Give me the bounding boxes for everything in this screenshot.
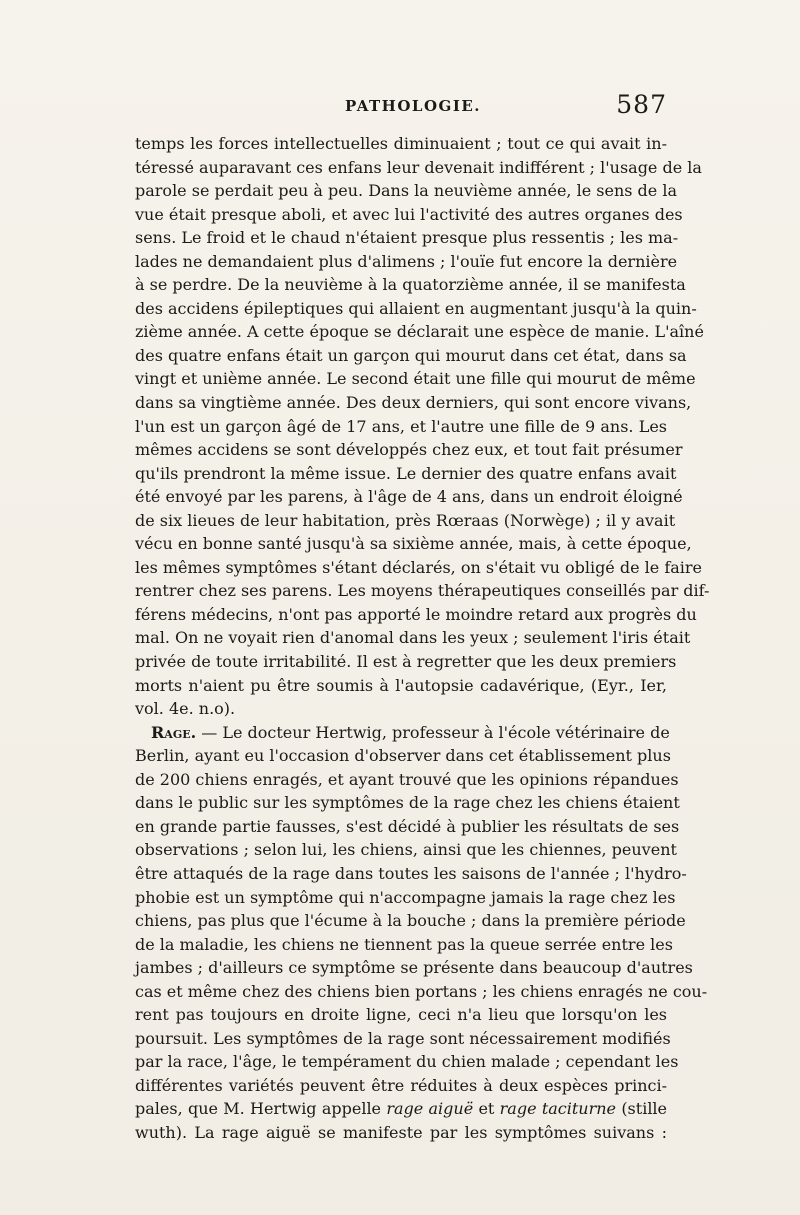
text-line: des accidens épileptiques qui allaient en augmentant jusqu'à la quin- xyxy=(135,298,697,318)
text-line: vol. 4e. n.o). xyxy=(135,699,236,719)
term-rage-aigue: rage aiguë xyxy=(386,1099,474,1119)
text-line: différentes variétés peuvent être réduites à deux espèces princi- xyxy=(135,1075,667,1095)
text-line: wuth). La rage aiguë se manifeste par les symptômes suivans : xyxy=(135,1122,667,1142)
text-line: Berlin, ayant eu l'occasion d'observer dans cet établissement plus xyxy=(135,746,671,766)
text-line: morts n'aient pu être soumis à l'autopsie cadavérique, (Eyr., Ier, xyxy=(135,675,667,695)
section-lead-rage: Rage. xyxy=(151,722,197,742)
text-line: de 200 chiens enragés, et ayant trouvé que les opinions répandues xyxy=(135,769,679,789)
text-line: mêmes accidens se sont développés chez eux, et tout fait présumer xyxy=(135,440,683,460)
text-line: vécu en bonne santé jusqu'à sa sixième année, mais, à cette époque, xyxy=(135,534,692,554)
text-line: l'un est un garçon âgé de 17 ans, et l'autre une fille de 9 ans. Les xyxy=(135,416,667,436)
text-line: de six lieues de leur habitation, près Rœraas (Norwège) ; il y avait xyxy=(135,510,676,530)
page-number: 587 xyxy=(616,90,667,119)
text-line: par la race, l'âge, le tempérament du chien malade ; cependant les xyxy=(135,1052,679,1072)
text-line: dans le public sur les symptômes de la rage chez les chiens étaient xyxy=(135,793,680,813)
text-line: lades ne demandaient plus d'alimens ; l'ouïe fut encore la dernière xyxy=(135,251,678,271)
text-line: sens. Le froid et le chaud n'étaient presque plus ressentis ; les ma- xyxy=(135,228,679,248)
text-span: et xyxy=(473,1099,500,1119)
text-line: été envoyé par les parens, à l'âge de 4 ans, dans un endroit éloigné xyxy=(135,487,683,507)
text-line: téressé auparavant ces enfans leur devenait indifférent ; l'usage de la xyxy=(135,157,702,177)
text-line: privée de toute irritabilité. Il est à regretter que les deux premiers xyxy=(135,652,677,672)
text-line: rentrer chez ses parens. Les moyens thérapeutiques conseillés par dif- xyxy=(135,581,710,601)
paragraph-case-report xyxy=(135,132,710,697)
text-line: phobie est un symptôme qui n'accompagne jamais la rage chez les xyxy=(135,887,676,907)
text-span: (stille xyxy=(616,1099,668,1119)
text-line: observations ; selon lui, les chiens, ainsi que les chiennes, peuvent xyxy=(135,840,677,860)
text-line: zième année. A cette époque se déclarait une espèce de manie. L'aîné xyxy=(135,322,704,342)
text-line: temps les forces intellectuelles diminuaient ; tout ce qui avait in- xyxy=(135,134,667,153)
text-line: en grande partie fausses, s'est décidé à publier les résultats de ses xyxy=(135,816,680,836)
paragraph-rage xyxy=(135,744,708,1097)
text-line: mal. On ne voyait rien d'anomal dans les yeux ; seulement l'iris était xyxy=(135,628,691,648)
text-line: cas et même chez des chiens bien portans ; les chiens enragés ne cou- xyxy=(135,981,708,1001)
text-line: chiens, pas plus que l'écume à la bouche ; dans la première période xyxy=(135,911,686,931)
text-line: à se perdre. De la neuvième à la quatorzième année, il se manifesta xyxy=(135,275,686,295)
text-span: pales, que M. Hertwig appelle xyxy=(135,1099,387,1119)
text-line: les mêmes symptômes s'étant déclarés, on s'était vu obligé de le faire xyxy=(135,557,703,577)
text-line: de la maladie, les chiens ne tiennent pas la queue serrée entre les xyxy=(135,934,673,954)
text-line: férens médecins, n'ont pas apporté le moindre retard aux progrès du xyxy=(135,604,697,624)
text-line: dans sa vingtième année. Des deux derniers, qui sont encore vivans, xyxy=(135,393,692,413)
text-line: des quatre enfans était un garçon qui mourut dans cet état, dans sa xyxy=(135,345,687,365)
text-line: être attaqués de la rage dans toutes les saisons de l'année ; l'hydro- xyxy=(135,863,687,883)
paragraph-rage-first-line xyxy=(135,721,670,745)
text-line: vue était presque aboli, et avec lui l'activité des autres organes des xyxy=(135,204,683,224)
text-line: rent pas toujours en droite ligne, ceci n'a lieu que lorsqu'on les xyxy=(135,1005,667,1025)
text-span: — Le docteur Hertwig, professeur à l'école vétérinaire de xyxy=(196,722,670,742)
running-title: PATHOLOGIE. xyxy=(345,97,482,115)
text-line: poursuit. Les symptômes de la rage sont nécessairement modifiés xyxy=(135,1028,671,1048)
page-header xyxy=(135,90,667,126)
text-line: parole se perdait peu à peu. Dans la neuvième année, le sens de la xyxy=(135,181,677,201)
text-line: jambes ; d'ailleurs ce symptôme se présente dans beaucoup d'autres xyxy=(135,958,693,978)
term-rage-taciturne: rage taciturne xyxy=(499,1099,617,1119)
text-line xyxy=(135,1097,667,1121)
text-line: vingt et unième année. Le second était une fille qui mourut de même xyxy=(135,369,696,389)
body-text xyxy=(135,132,710,1145)
text-line: qu'ils prendront la même issue. Le dernier des quatre enfans avait xyxy=(135,463,677,483)
